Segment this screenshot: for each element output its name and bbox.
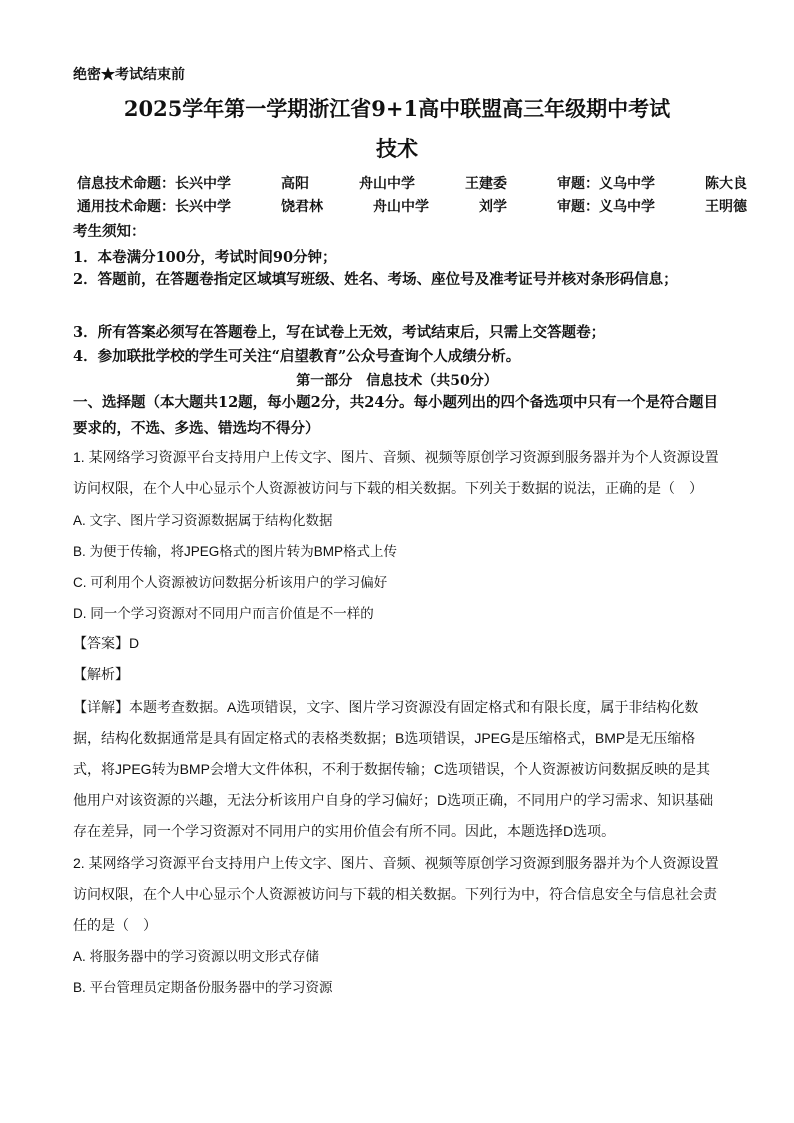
section-heading: 一、选择题（本大题共12题，每小题2分，共24分。每小题列出的四个备选项中只有一个是符合题目要求的，不选、多选、错选均不得分） (73, 394, 718, 437)
staff-item: 饶君林 (281, 199, 323, 215)
notice-item: 1．本卷满分100分，考试时间90分钟； (73, 249, 337, 266)
staff-item: 信息技术命题：长兴中学 (77, 176, 231, 192)
part-title: 第一部分 信息技术（共50分） (296, 373, 498, 389)
detail-explanation: 【详解】本题考查数据。A选项错误，文字、图片学习资源没有固定格式和有限长度，属于非结构化数据，结构化数据通常是具有固定格式的表格类数据；B选项错误，JPEG是压缩格式，BMP是无压缩格式，将JPEG转为BMP会增大文件体积，不利于数据传输；C选项错误，个人资源被访问数据反映的是其他用户对该资源的兴趣，无法分析该用户自身的学习偏好；D选项正确，不同用户的学习需求、知识基础存在差异，同一个学习资源对不同用户的实用价值会有所不同。因此，本题选择D选项。 (73, 699, 714, 839)
staff-item: 舟山中学 (359, 176, 415, 192)
staff-item: 审题：义乌中学 (557, 176, 655, 192)
analysis-label: 【解析】 (73, 666, 129, 682)
subject-title: 技术 (376, 136, 418, 161)
notice-item: 2．答题前，在答题卷指定区域填写班级、姓名、考场、座位号及准考证号并核对条形码信息； (73, 271, 678, 288)
general-tech-staff-row (77, 196, 747, 216)
option-a: A. 将服务器中的学习资源以明文形式存储 (73, 949, 320, 964)
staff-item: 高阳 (281, 176, 309, 192)
info-tech-staff-row (77, 173, 747, 193)
confidential-mark: 绝密★考试结束前 (73, 67, 185, 83)
question-stem: 1. 某网络学习资源平台支持用户上传文字、图片、音频、视频等原创学习资源到服务器并为个人资源设置访问权限，在个人中心显示个人资源被访问与下载的相关数据。下列关于数据的说法，正确的是（ ） (73, 449, 719, 496)
staff-item: 刘学 (479, 199, 507, 215)
staff-item: 通用技术命题：长兴中学 (77, 199, 231, 215)
notice-item: 4．参加联批学校的学生可关注“启望教育”公众号查询个人成绩分析。 (73, 348, 521, 365)
staff-item: 舟山中学 (373, 199, 429, 215)
option-c: C. 可利用个人资源被访问数据分析该用户的学习偏好 (73, 575, 388, 590)
option-a: A. 文字、图片学习资源数据属于结构化数据 (73, 513, 333, 528)
staff-item: 审题：义乌中学 (557, 199, 655, 215)
staff-item: 陈大良 (705, 176, 747, 192)
answer-label: 【答案】D (73, 635, 140, 651)
option-b: B. 平台管理员定期备份服务器中的学习资源 (73, 980, 333, 995)
notice-item: 3．所有答案必须写在答题卷上，写在试卷上无效，考试结束后，只需上交答题卷； (73, 324, 606, 341)
staff-item: 王建委 (465, 176, 507, 192)
notice-heading: 考生须知： (73, 223, 146, 240)
exam-title: 2025学年第一学期浙江省9+1高中联盟高三年级期中考试 (123, 96, 671, 121)
option-d: D. 同一个学习资源对不同用户而言价值是不一样的 (73, 606, 374, 621)
question-stem: 2. 某网络学习资源平台支持用户上传文字、图片、音频、视频等原创学习资源到服务器并为个人资源设置访问权限，在个人中心显示个人资源被访问与下载的相关数据。下列行为中，符合信息安全与信息社会责任的是（ ） (73, 855, 719, 933)
option-b: B. 为便于传输，将JPEG格式的图片转为BMP格式上传 (73, 544, 398, 559)
staff-item: 王明德 (705, 199, 747, 215)
